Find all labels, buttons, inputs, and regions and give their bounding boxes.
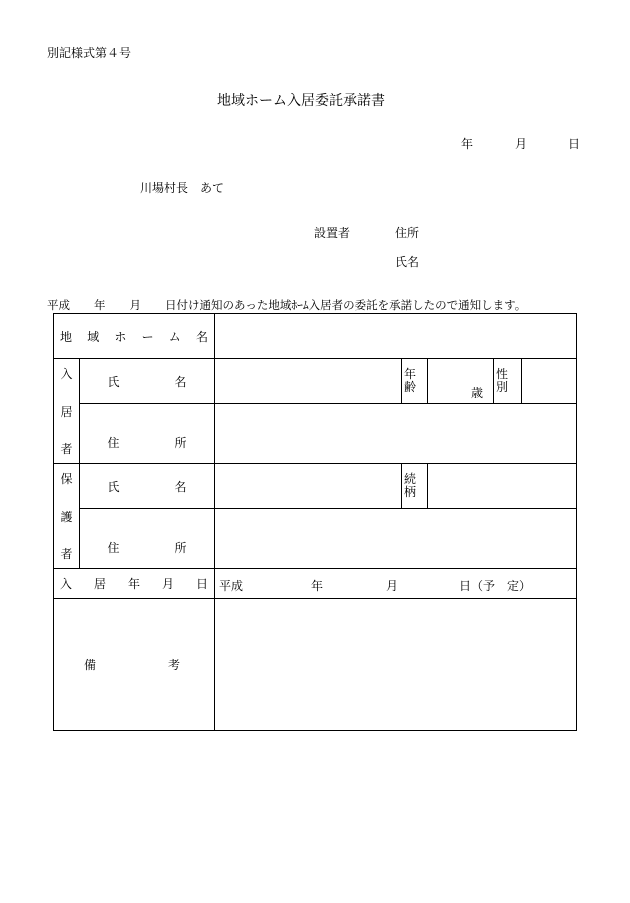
relation-label: 続 柄 bbox=[402, 464, 428, 509]
date-day-label: 日 bbox=[568, 137, 581, 151]
notice-month: 月 bbox=[129, 298, 141, 312]
row-remarks bbox=[54, 599, 577, 731]
move-in-date-field[interactable] bbox=[215, 569, 577, 599]
move-in-era: 平成 bbox=[219, 578, 244, 593]
sex-label: 性 別 bbox=[494, 359, 522, 404]
row-home-name bbox=[54, 314, 577, 359]
move-in-day: 日（予 定） bbox=[459, 578, 532, 593]
remarks-field[interactable] bbox=[215, 599, 577, 731]
age-label: 年 齢 bbox=[402, 359, 428, 404]
home-name-label: 地 域 ホ ー ム 名 bbox=[60, 329, 208, 344]
resident-address-field[interactable] bbox=[215, 404, 577, 464]
row-guardian-name bbox=[54, 464, 577, 509]
move-in-date-label: 入 居 年 月 日 bbox=[54, 569, 215, 599]
notice-era: 平成 bbox=[47, 298, 70, 312]
date-year-label: 年 bbox=[461, 137, 474, 151]
document-title: 地域ホーム入居委託承諾書 bbox=[217, 93, 385, 109]
move-in-month: 月 bbox=[386, 578, 399, 593]
row-resident-name bbox=[54, 359, 577, 404]
guardian-name-label: 氏 名 bbox=[80, 464, 215, 509]
row-guardian-address bbox=[54, 509, 577, 569]
row-move-in-date bbox=[54, 569, 577, 599]
notice-text: 日付け通知のあった地域ﾎｰﾑ入居者の委託を承諾したので通知します。 bbox=[165, 298, 527, 312]
addressee: 川場村長 あて bbox=[140, 181, 225, 195]
notice-year: 年 bbox=[94, 298, 106, 312]
move-in-year: 年 bbox=[311, 578, 324, 593]
establisher-label: 設置者 bbox=[314, 226, 351, 240]
consent-form-table bbox=[53, 313, 577, 731]
notice-line bbox=[47, 298, 526, 312]
relation-field[interactable] bbox=[428, 464, 577, 509]
guardian-address-field[interactable] bbox=[215, 509, 577, 569]
age-field[interactable] bbox=[428, 359, 494, 404]
date-month-label: 月 bbox=[515, 137, 528, 151]
guardian-label: 保 護 者 bbox=[54, 464, 80, 569]
guardian-address-label: 住 所 bbox=[80, 509, 215, 569]
home-name-field[interactable] bbox=[215, 314, 577, 359]
sex-field[interactable] bbox=[522, 359, 577, 404]
resident-name-field[interactable] bbox=[215, 359, 402, 404]
establisher-address-label: 住所 bbox=[395, 226, 420, 240]
remarks-label: 備 考 bbox=[54, 599, 215, 731]
guardian-name-field[interactable] bbox=[215, 464, 402, 509]
row-resident-address bbox=[54, 404, 577, 464]
resident-address-label: 住 所 bbox=[80, 404, 215, 464]
form-number: 別記様式第４号 bbox=[47, 46, 132, 60]
resident-label: 入 居 者 bbox=[54, 359, 80, 464]
resident-name-label: 氏 名 bbox=[80, 359, 215, 404]
age-unit: 歳 bbox=[470, 386, 483, 401]
establisher-name-label: 氏名 bbox=[395, 255, 420, 269]
